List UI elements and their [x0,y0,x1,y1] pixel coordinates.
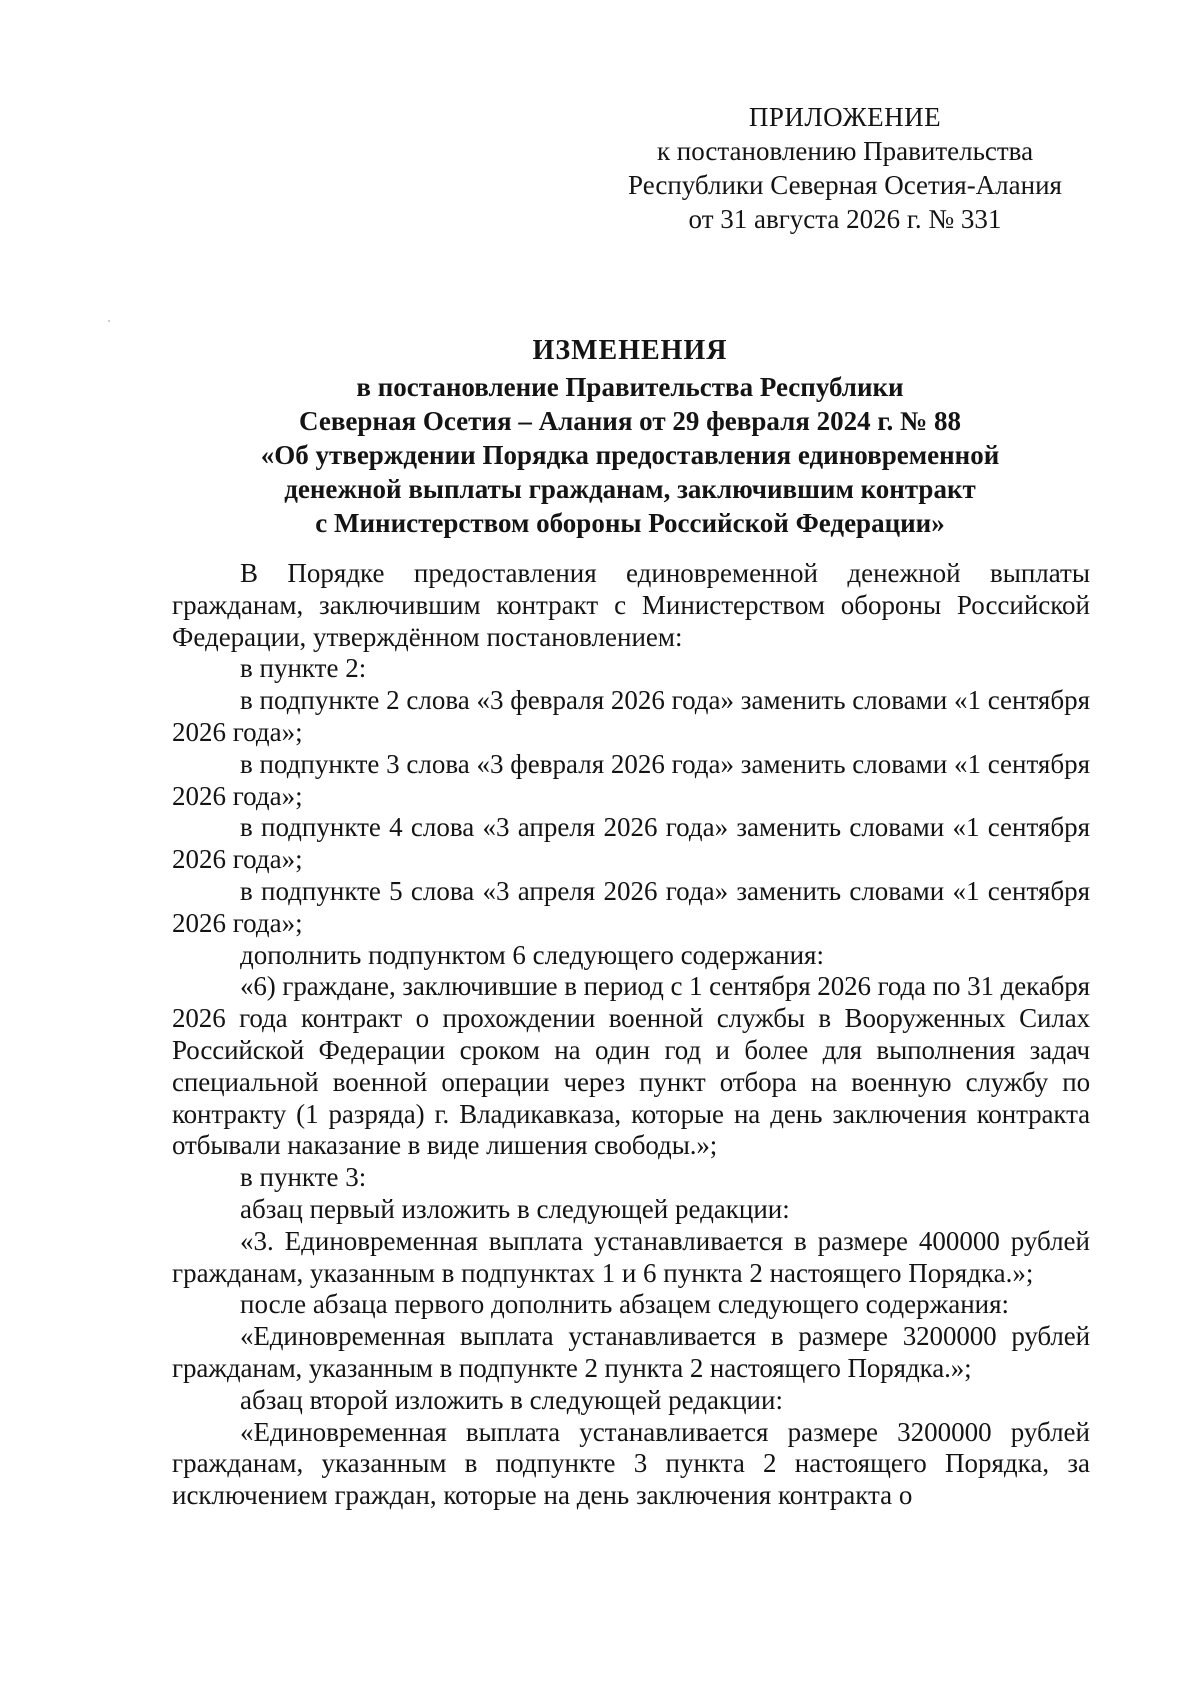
appendix-line-2: Республики Северная Осетия-Алания [628,170,1062,200]
paragraph-subpoint-2: в подпункте 2 слова «3 февраля 2026 года» заменить словами «1 сентября 2026 года»; [172,685,1090,747]
paragraph-add-abzac: после абзаца первого дополнить абзацем следующего содержания: [240,1289,1010,1320]
appendix-header [600,100,1090,236]
appendix-line-1: к постановлению Правительства [656,136,1034,166]
title-line-2: Северная Осетия – Алания от 29 февраля 2024 г. № 88 [299,406,961,436]
document-title [170,334,1090,540]
paragraph-first-abzac: абзац первый изложить в следующей редакции: [240,1193,790,1224]
paragraph-point-3-text: «3. Единовременная выплата устанавливается в размере 400000 рублей гражданам, указанным в подпунктах 1 и 6 пункта 2 настоящего Порядка.»; [172,1225,1090,1288]
paragraph-point-2: в пункте 2: [240,653,367,684]
paragraph-second-abzac-text: «Единовременная выплата устанавливается размере 3200000 рублей гражданам, указанным в подпункте 3 пункта 2 настоящего Порядка, за исключением граждан, которые на день заключения контракта о [172,1416,1090,1511]
paragraph-subpoint-3: в подпункте 3 слова «3 февраля 2026 года» заменить словами «1 сентября 2026 года»; [172,748,1090,811]
appendix-line-3: от 31 августа 2026 г. № 331 [688,204,1002,234]
title-main: ИЗМЕНЕНИЯ [532,335,728,366]
paragraph-subpoint-6-text: «6) граждане, заключившие в период с 1 сентября 2026 года по 31 декабря 2026 года контракт о прохождении военной службы в Вооруженных Силах Российской Федерации сроком на один год и более для выполнения задач специальной военной операции через пункт отбора на военную службу по контракту (1 разряда) г. Владикавказа, которые на день заключения контракта отбывали наказание в виде лишения свободы.»; [172,971,1090,1161]
title-line-5: с Министерством обороны Российской Федерации» [315,508,945,538]
paragraph-second-abzac: абзац второй изложить в следующей редакции: [240,1384,783,1415]
title-line-3: «Об утверждении Порядка предоставления единовременной [260,440,1000,470]
document-body [172,558,1090,1512]
paragraph-new-abzac-text: «Единовременная выплата устанавливается в размере 3200000 рублей гражданам, указанным в подпункте 2 пункта 2 настоящего Порядка.»; [172,1321,1090,1383]
paragraph-subpoint-4: в подпункте 4 слова «3 апреля 2026 года» заменить словами «1 сентября 2026 года»; [172,812,1090,875]
paragraph-intro: В Порядке предоставления единовременной денежной выплаты гражданам, заключившим контракт с Министерством обороны Российской Федерации, утверждённом постановлением: [172,558,1090,652]
paragraph-subpoint-5: в подпункте 5 слова «3 апреля 2026 года» заменить словами «1 сентября 2026 года»; [172,875,1090,938]
scan-speck [108,320,110,322]
title-line-1: в постановление Правительства Республики [356,372,904,402]
paragraph-point-3: в пункте 3: [240,1162,367,1193]
title-line-4: денежной выплаты гражданам, заключившим контракт [284,474,976,504]
paragraph-add-subpoint-6: дополнить подпунктом 6 следующего содержания: [240,939,824,970]
appendix-heading: ПРИЛОЖЕНИЕ [748,102,942,132]
